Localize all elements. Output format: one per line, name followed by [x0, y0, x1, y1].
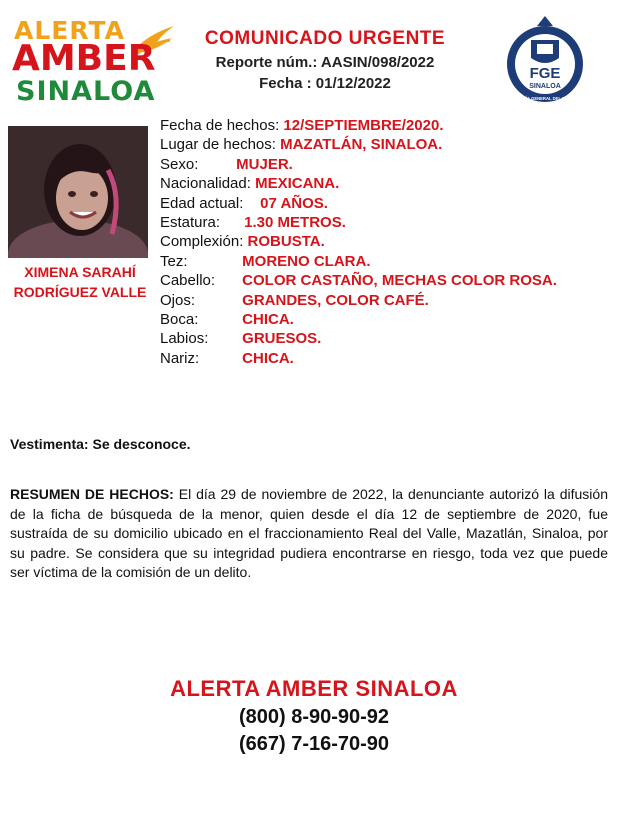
seal-ring-text: FISCALÍA GENERAL DEL ESTADO	[510, 96, 580, 101]
detail-value: MUJER.	[236, 155, 293, 173]
detail-row	[160, 310, 620, 329]
person-details-list	[160, 116, 620, 368]
detail-value: MAZATLÁN, SINALOA.	[280, 136, 443, 154]
detail-value: GRUESOS.	[242, 330, 322, 348]
report-number: Reporte núm.: AASIN/098/2022	[215, 54, 435, 71]
detail-label: Ojos:	[160, 291, 196, 309]
page-title: COMUNICADO URGENTE	[204, 28, 446, 49]
detail-value: CHICA.	[242, 349, 294, 367]
detail-label: Nacionalidad:	[160, 175, 251, 193]
detail-label: Fecha de hechos:	[160, 117, 280, 134]
detail-row	[160, 174, 620, 193]
detail-row	[160, 135, 620, 154]
phone-number-2: (667) 7-16-70-90	[238, 733, 390, 755]
summary-label: RESUMEN DE HECHOS:	[10, 486, 174, 502]
detail-row	[160, 349, 620, 368]
report-date: Fecha : 01/12/2022	[259, 75, 391, 92]
detail-label: Estatura:	[160, 213, 221, 231]
detail-value: COLOR CASTAÑO, MECHAS COLOR ROSA.	[242, 272, 557, 290]
detail-value: CHICA.	[242, 310, 294, 328]
detail-row	[160, 213, 620, 232]
detail-value: GRANDES, COLOR CAFÉ.	[242, 291, 429, 309]
detail-label: Boca:	[160, 310, 199, 328]
detail-value: ROBUSTA.	[247, 233, 325, 251]
detail-value: MEXICANA.	[255, 175, 340, 193]
detail-row	[160, 271, 620, 290]
detail-label: Nariz:	[160, 349, 200, 367]
detail-label: Tez:	[160, 252, 188, 270]
detail-row	[160, 291, 620, 310]
detail-row	[160, 329, 620, 348]
phone-number-1: (800) 8-90-90-92	[238, 706, 390, 728]
document-header	[180, 28, 470, 92]
detail-row	[160, 232, 620, 251]
summary-text: El día 29 de noviembre de 2022, la denunciante autorizó la difusión de la ficha de búsqueda de la menor, quien desde el día 12 de septiembre de 2020, fue sustraída de su domicilio ubicado en el fraccionamiento Real del Valle, Mazatlán, Sinaloa, por su padre. Se considera que su integridad pudiera encontrarse en riesgo, toda vez que puede ser víctima de la comisión de un delito.	[10, 486, 608, 581]
logo-amber-text: AMBER	[12, 38, 156, 79]
person-name	[0, 262, 160, 302]
detail-row	[160, 155, 620, 174]
detail-label: Complexión:	[160, 233, 244, 251]
detail-value: 12/SEPTIEMBRE/2020.	[283, 117, 444, 134]
logo-alerta-text: ALERTA	[14, 16, 125, 45]
detail-label: Edad actual:	[160, 194, 244, 212]
detail-label: Cabello:	[160, 272, 216, 290]
detail-row	[160, 252, 620, 271]
person-name-line1: XIMENA SARAHÍ	[24, 264, 136, 280]
detail-label: Lugar de hechos:	[160, 136, 276, 154]
detail-label: Labios:	[160, 330, 209, 348]
clothing-note: Vestimenta: Se desconoce.	[10, 436, 191, 452]
footer-title: ALERTA AMBER SINALOA	[170, 676, 458, 701]
person-name-line2: RODRÍGUEZ VALLE	[13, 284, 147, 300]
summary-paragraph	[10, 485, 608, 583]
detail-value: 1.30 METROS.	[244, 213, 346, 231]
logo-sinaloa-text: SINALOA	[16, 76, 156, 107]
alerta-amber-logo	[12, 16, 172, 108]
detail-row	[160, 194, 620, 213]
fge-seal-icon	[503, 14, 587, 106]
detail-value: MORENO CLARA.	[242, 252, 371, 270]
seal-state: SINALOA	[529, 83, 561, 90]
missing-person-photo	[8, 126, 148, 258]
contact-footer	[0, 676, 628, 756]
seal-acronym: FGE	[529, 65, 561, 82]
detail-row	[160, 116, 620, 135]
detail-value: 07 AÑOS.	[260, 194, 328, 212]
detail-label: Sexo:	[160, 155, 199, 173]
